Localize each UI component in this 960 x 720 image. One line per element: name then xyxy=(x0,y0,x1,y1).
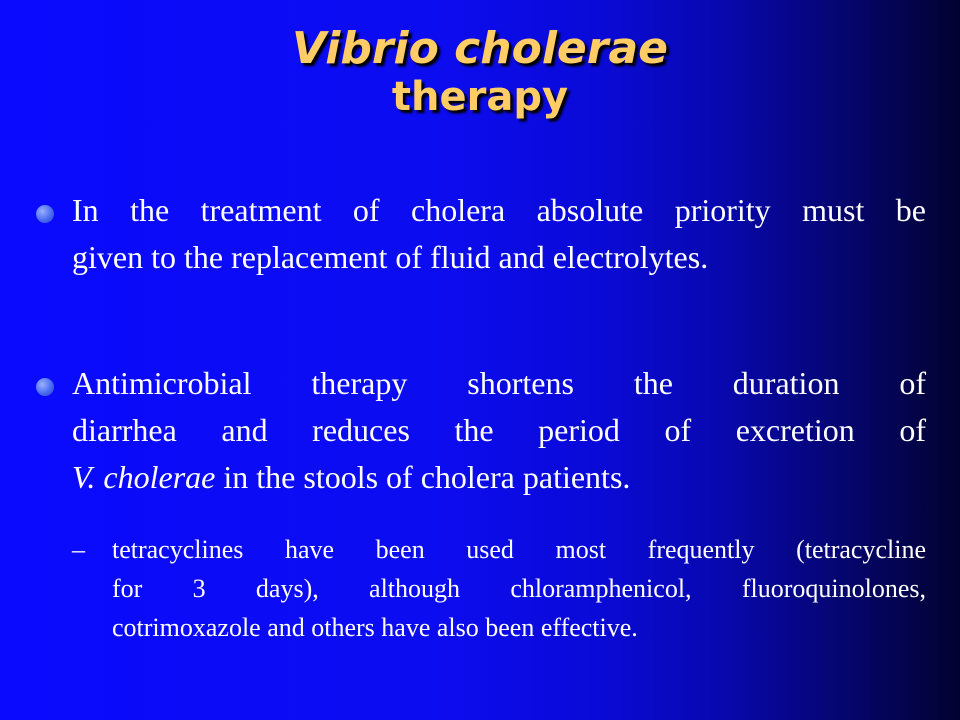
sub-bullet xyxy=(112,530,926,647)
bullet-2-dot-icon xyxy=(36,378,54,396)
sub-bullet-line-1: tetracyclines have been used most frequently (tetracycline xyxy=(112,535,926,564)
bullet-2-line-1: Antimicrobial therapy shortens the duration of xyxy=(72,365,926,401)
bullet-1 xyxy=(72,187,926,281)
bullet-1-dot-icon xyxy=(36,205,54,223)
bullet-2-line-3 xyxy=(72,454,926,501)
species-name: V. cholerae xyxy=(72,459,216,495)
sub-bullet-dash-icon: – xyxy=(72,535,85,564)
sub-bullet-line-3: cotrimoxazole and others have also been effective. xyxy=(112,613,638,642)
bullet-1-line-2: given to the replacement of fluid and electrolytes. xyxy=(72,239,709,275)
bullet-1-line-1: In the treatment of cholera absolute priority must be xyxy=(72,192,926,228)
title-subtitle: therapy xyxy=(391,74,569,120)
sub-bullet-line-2: for 3 days), although chloramphenicol, fluoroquinolones, xyxy=(112,574,926,603)
bullet-2 xyxy=(72,360,926,501)
bullet-2-line-2: diarrhea and reduces the period of excretion of xyxy=(72,412,926,448)
slide-title xyxy=(0,24,960,120)
title-main: Vibrio cholerae xyxy=(292,23,668,74)
bullet-2-line-3-rest: in the stools of cholera patients. xyxy=(215,459,631,495)
